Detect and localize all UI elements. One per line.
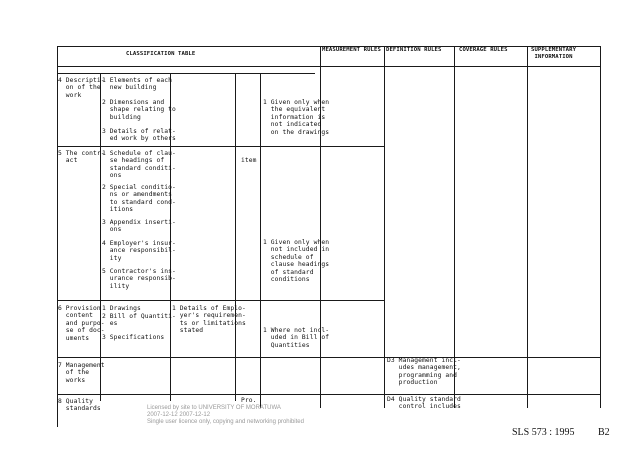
column-divider: [384, 46, 385, 408]
r5-item-5: 5 Contractor's ins- urance responsib- ility: [102, 268, 176, 290]
r8-definition-rule: D4 Quality standard control includes: [387, 396, 461, 411]
column-divider: [100, 73, 101, 401]
header-classification: CLASSIFICATION TABLE: [126, 51, 196, 57]
column-divider: [235, 73, 236, 401]
r4-item-3: 3 Details of relat- ed work by others: [102, 128, 176, 143]
section-rule: [260, 73, 315, 74]
table-right-border: [600, 46, 601, 408]
r6-item-3: 3 Specifications: [102, 334, 165, 341]
row-divider: [57, 394, 600, 395]
column-divider: [454, 46, 455, 408]
r6-heading: 6 Provision content and purpo- se of doc- uments: [58, 305, 105, 342]
r5-item-1: 1 Schedule of clau- se headings of standard conditi- ons: [102, 150, 176, 180]
page-number: B2: [598, 427, 610, 438]
r4-item-1: 1 Elements of each new building: [102, 77, 173, 92]
r5-measurement-rule: 1 Given only when not included in schedule of clause headings of standard conditions: [263, 239, 330, 284]
standard-number: SLS 573 : 1995: [512, 427, 575, 438]
r5-heading: 5 The contr- act: [58, 150, 105, 165]
column-divider: [527, 46, 528, 408]
r7-heading: 7 Management of the works: [58, 362, 105, 384]
row-divider: [57, 146, 384, 147]
header-measurement: MEASUREMENT RULES: [322, 47, 381, 53]
header-definition: DEFINITION RULES: [386, 47, 442, 53]
r8-unit: Pro.: [241, 397, 257, 404]
r8-heading: 8 Quality standards: [58, 398, 101, 413]
r6-measurement-rule: 1 Where not incl- uded in Bill of Quantities: [263, 327, 330, 349]
r4-item-2: 2 Dimensions and shape relating to building: [102, 99, 176, 121]
header-bottom-rule: [57, 66, 600, 67]
r5-item-3: 3 Appendix inserti- ons: [102, 219, 176, 234]
r4-heading: 4 Descripti- on of the work: [58, 77, 105, 99]
column-divider: [260, 73, 261, 408]
header-supplementary: SUPPLEMENTARY INFORMATION: [531, 47, 577, 61]
r6-details: 1 Details of Emplo- yer's requiremen- ts or limitations stated: [172, 305, 246, 335]
row-divider: [57, 357, 600, 358]
section-rule: [57, 73, 260, 74]
header-coverage: COVERAGE RULES: [459, 47, 508, 53]
r7-definition-rule: D3 Management incl- udes management, programming and production: [387, 357, 461, 387]
licence-watermark: Licensed by site to UNIVERSITY OF MORATUWA 2007-12-12 2007-12-12 Single user licence only, copying and networking prohibited: [147, 405, 304, 426]
r5-item-2: 2 Special conditio- ns or amendments to standard cond- itions: [102, 184, 176, 214]
r6-item-1: 1 Drawings: [102, 305, 141, 312]
r4-measurement-rule: 1 Given only when the equivalent information is not indicated on the drawings: [263, 99, 330, 136]
r5-unit: item: [241, 157, 257, 164]
column-divider: [170, 73, 171, 401]
r6-item-2: 2 Bill of Quantiti- es: [102, 313, 176, 328]
r5-item-4: 4 Employer's insur- ance responsibil- ity: [102, 240, 176, 262]
row-divider: [57, 300, 384, 301]
